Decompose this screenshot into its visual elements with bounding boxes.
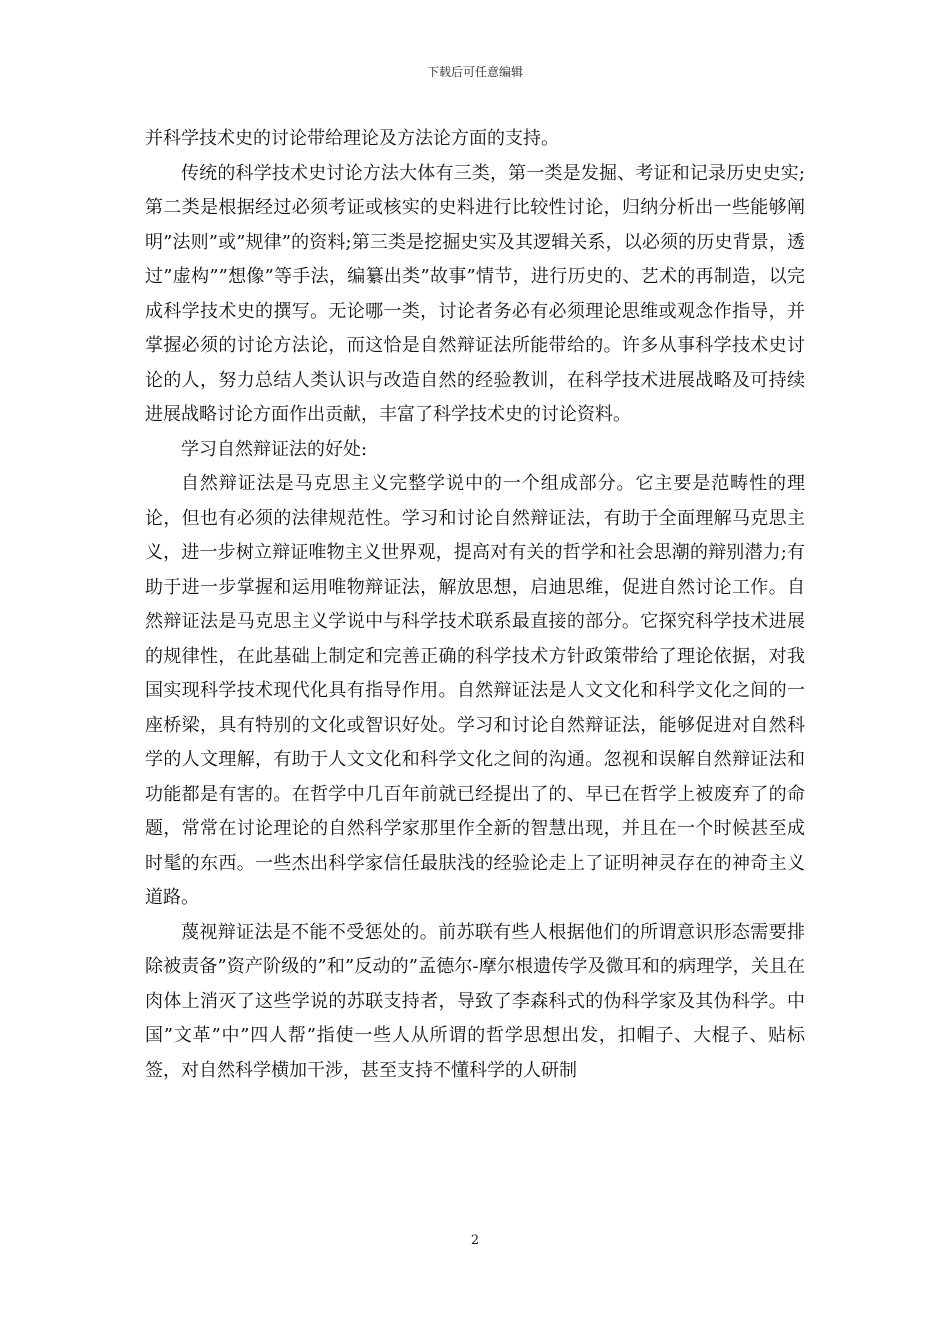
paragraph-continuation: 并科学技术史的讨论带给理论及方法论方面的支持。 — [145, 128, 559, 149]
page-header: 下载后可任意编辑 — [426, 65, 523, 79]
page-number: 2 — [470, 1233, 480, 1248]
section-heading-benefits: 学习自然辩证法的好处: — [181, 438, 368, 460]
paragraph-history-methods: 传统的科学技术史讨论方法大体有三类，第一类是发掘、考证和记录历史史实;第二类是根据经过必须考证或核实的史料进行比较性讨论，归纳分析出一些能够阐明”法则”或”规律”的资料;第三类是挖掘史实及其逻辑关系，以必须的历史背景，透过”虚构””想像”等手法，编纂出类”故事”情节，进行历史的、艺术的再制造，以完成科学技术史的撰写。无论哪一类，讨论者务必有必须理论思维或观念作指导，并掌握必须的讨论方法论，而这恰是自然辩证法所能带给的。许多从事科学技术史讨论的人，努力总结人类认识与改造自然的经验教训，在科学技术进展战略及可持续进展战略讨论方面作出贡献，丰富了科学技术史的讨论资料。 — [145, 162, 805, 425]
document-body — [145, 122, 805, 1088]
paragraph-consequences: 蔑视辩证法是不能不受惩处的。前苏联有些人根据他们的所谓意识形态需要排除被责备”资产阶级的”和”反动的”孟德尔-摩尔根遗传学及微耳和的病理学，关且在肉体上消灭了这些学说的苏联支持者，导致了李森科式的伪科学家及其伪科学。中国”文革”中”四人帮”指使一些人从所谓的哲学思想出发，扣帽子、大棍子、贴标签，对自然科学横加干涉，甚至支持不懂科学的人研制 — [145, 921, 805, 1081]
paragraph-benefits: 自然辩证法是马克思主义完整学说中的一个组成部分。它主要是范畴性的理论，但也有必须的法律规范性。学习和讨论自然辩证法，有助于全面理解马克思主义，进一步树立辩证唯物主义世界观，提高对有关的哲学和社会思潮的辩别潜力;有助于进一步掌握和运用唯物辩证法，解放思想，启迪思维，促进自然讨论工作。自然辩证法是马克思主义学说中与科学技术联系最直接的部分。它探究科学技术进展的规律性，在此基础上制定和完善正确的科学技术方针政策带给了理论依据，对我国实现科学技术现代化具有指导作用。自然辩证法是人文文化和科学文化之间的一座桥梁，具有特别的文化或智识好处。学习和讨论自然辩证法，能够促进对自然科学的人文理解，有助于人文文化和科学文化之间的沟通。忽视和误解自然辩证法和功能都是有害的。在哲学中几百年前就已经提出了的、早已在哲学上被废弃了的命题，常常在讨论理论的自然科学家那里作全新的智慧出现，并且在一个时候甚至成时髦的东西。一些杰出科学家信任最肤浅的经验论走上了证明神灵存在的神奇主义道路。 — [145, 473, 805, 908]
